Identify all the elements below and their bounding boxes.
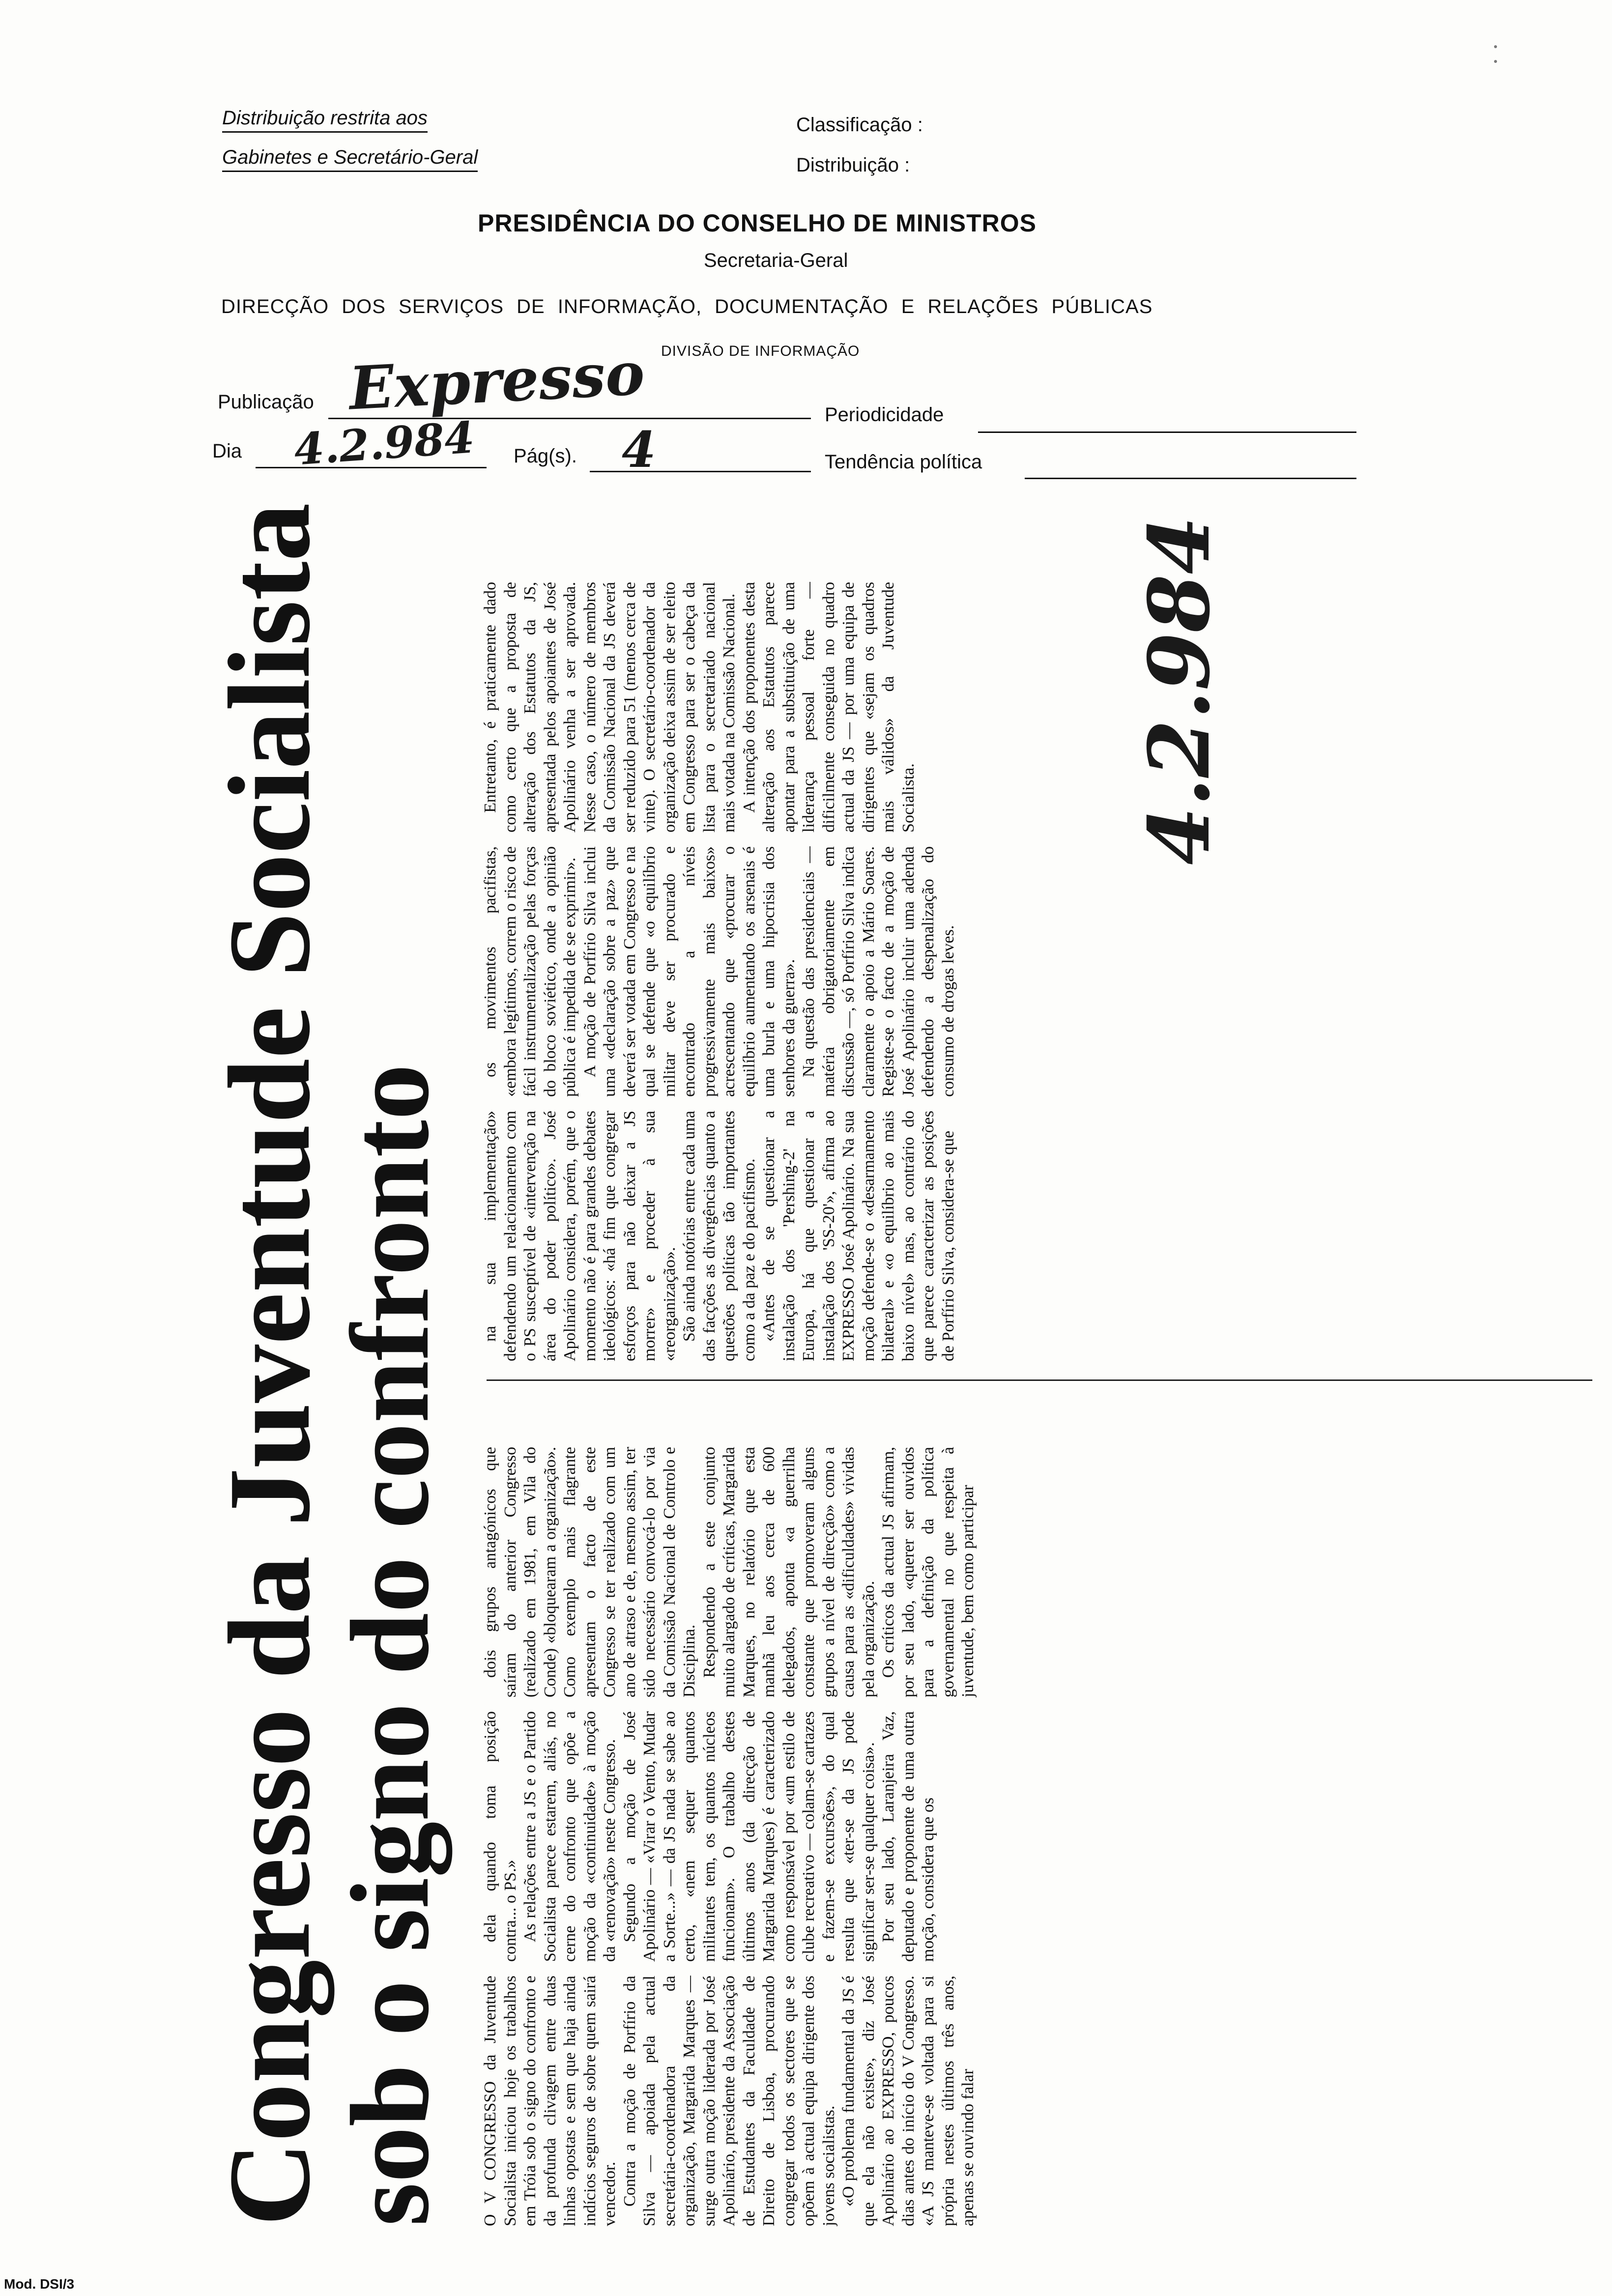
distribution-line-2: Gabinetes e Secretário-Geral	[222, 146, 478, 172]
publication-label: Publicação	[218, 391, 314, 413]
tendency-label: Tendência política	[825, 451, 982, 473]
scan-speck	[1494, 45, 1497, 48]
article-paragraph: dois grupos antagónicos que saíram do anterior Congresso (realizado em 1981, em Vila do Conde) «bloquearam a organização». Como exemplo mais flagrante apresentam o facto de este Congresso se ter realizado com um ano de atraso e de, mesmo assim, ter sido necessário convocá-lo por via da Comissão Nacional de Controlo e Disciplina.	[481, 1447, 698, 1697]
article-column	[481, 1111, 1611, 1361]
article-paragraph: Os críticos da actual JS afirmam, por seu lado, «querer ser ouvidos para a definição da política governamental no que respeita à juventude, bem como participar	[879, 1447, 977, 1697]
article-paragraph: Entretanto, é praticamente dado como certo que a proposta de alteração dos Estatutos da JS, apresentada pelos apoiantes de José Apolinário venha a ser aprovada. Nesse caso, o número de membros da Comissão Nacional da JS deverá ser reduzido para 51 (menos cerca de vinte). O secretário-coordenador da organização deixa assim de ser eleito em Congresso para ser o cabeça da lista para o secretariado nacional mais votada na Comissão Nacional.	[481, 582, 738, 832]
classification-label: Classificação :	[796, 114, 923, 136]
article-column	[481, 1976, 1611, 2226]
distribution-line-1: Distribuição restrita aos	[222, 107, 428, 133]
scan-speck	[1494, 60, 1497, 63]
article-paragraph: os movimentos pacifistas, «embora legítimos, correm o risco de fácil instrumentalização pelas forças do bloco soviético, onde a opinião pública é impedida de se exprimir».	[481, 846, 579, 1097]
institution-title: PRESIDÊNCIA DO CONSELHO DE MINISTROS	[478, 209, 1037, 237]
headline-line-1: Congresso da Juventude Socialista	[205, 503, 334, 2226]
article-paragraph: «Antes de se questionar a instalação dos 'Pershing-2' na Europa, há que questionar a instalação dos 'SS-20'», afirma ao EXPRESSO José Apolinário. Na sua moção defende-se o «desarmamento bilateral» e «o equilíbrio ao mais baixo nível» mas, ao contrário do que parece caracterizar as posições de Porfírio Silva, considera-se que	[760, 1111, 957, 1361]
article-paragraph: dela quando toma posição contra... o PS.»	[481, 1711, 519, 1962]
publication-handwritten: Expresso	[347, 339, 646, 424]
handwritten-margin-date: 4.2.984	[1130, 516, 1229, 865]
column-rule	[487, 1379, 1592, 1381]
article-column	[481, 1447, 1611, 1697]
periodicity-field-line	[978, 431, 1356, 433]
day-label: Dia	[212, 440, 242, 462]
day-handwritten: 4.2.984	[292, 411, 476, 475]
article-paragraph: Respondendo a este conjunto muito alargado de críticas, Margarida Marques, no relatório que esta manhã leu aos cerca de 600 delegados, aponta «a guerrilha constante que promoveram alguns grupos a nível de direcção» como a causa para as «dificuldades» vividas pela organização.	[700, 1447, 878, 1697]
article-column	[481, 846, 1611, 1097]
tendency-field-line	[1025, 478, 1356, 479]
article-paragraph: Contra a moção de Porfírio da Silva — apoiada pela actual secretária-coordenadora da organização, Margarida Marques — surge outra moção liderada por José Apolinário, presidente da Associação de Estudantes da Faculdade de Direito de Lisboa, procurando congregar todos os sectores que se opõem à actual equipa dirigente dos jovens socialistas.	[620, 1976, 838, 2226]
article-paragraph: Na questão das presidenciais — matéria obrigatoriamente em discussão —, só Porfírio Silva indica claramente o apoio a Mário Soares. Registe-se o facto de a moção de José Apolinário incluir uma adenda defendendo a despenalização do consumo de drogas leves.	[800, 846, 957, 1097]
pages-label: Pág(s).	[514, 445, 577, 467]
article-paragraph: As relações entre a JS e o Partido Socialista parece estarem, aliás, no cerne do confronto que opõe a moção da «continuidade» à moção da «renovação» neste Congresso.	[521, 1711, 619, 1962]
article-paragraph: O V CONGRESSO da Juventude Socialista iniciou hoje os trabalhos em Tróia sob o signo do confronto e da profunda clivagem entre duas linhas opostas e sem que haja ainda indícios seguros de sobre quem sairá vencedor.	[481, 1976, 619, 2226]
article-paragraph: Por seu lado, Laranjeira Vaz, deputado e proponente de uma outra moção, considera que os	[879, 1711, 937, 1962]
secretariat-subtitle: Secretaria-Geral	[704, 250, 848, 271]
article-column	[481, 582, 1611, 832]
headline-line-2: sob o signo do confronto	[328, 1064, 452, 2226]
article-column	[481, 1711, 1611, 1962]
division-line: DIVISÃO DE INFORMAÇÃO	[661, 343, 860, 359]
distribution-label: Distribuição :	[796, 154, 910, 176]
pages-handwritten: 4	[622, 421, 656, 479]
article-paragraph: «O problema fundamental da JS é que ela não existe», diz José Apolinário ao EXPRESSO, poucos dias antes do início do V Congresso. «A JS manteve-se voltada para si própria nestes últimos três anos, apenas se ouvindo falar	[839, 1976, 977, 2226]
newspaper-clipping	[205, 503, 1612, 2226]
article-paragraph: na sua implementação» defendendo um relacionamento com o PS susceptível de «intervenção na área do poder político». José Apolinário considera, porém, que o momento não é para grandes debates ideológicos: «há fim que congregar esforços para não deixar a JS morrer» e proceder à sua «reorganização».	[481, 1111, 679, 1361]
article-paragraph: A moção de Porfírio Silva inclui uma «declaração sobre a paz» que deverá ser votada em Congresso e na qual se defende que «o equilíbrio militar deve ser procurado e encontrado a níveis progressivamente mais baixos» acrescentando que «procurar o equilíbrio aumentando os arsenais é uma burla e uma hipocrisia dos senhores da guerra».	[580, 846, 798, 1097]
form-code-stamp: Mod. DSI/3	[4, 2276, 75, 2292]
article-paragraph: A intenção dos proponentes desta alteração aos Estatutos parece apontar para a substituição de uma liderança pessoal forte — dificilmente conseguida no quadro actual da JS — por uma equipa de dirigentes que «sejam os quadros mais válidos» da Juventude Socialista.	[740, 582, 918, 832]
periodicity-label: Periodicidade	[825, 404, 944, 426]
directorate-line: DIRECÇÃO DOS SERVIÇOS DE INFORMAÇÃO, DOCUMENTAÇÃO E RELAÇÕES PÚBLICAS	[221, 296, 1153, 317]
article-paragraph: Segundo a moção de José Apolinário — «Virar o Vento, Mudar a Sorte...» — da JS nada se sabe ao certo, «nem sequer quantos militantes tem, os quantos núcleos funcionam». O trabalho destes últimos anos (da direcção de Margarida Marques) é caracterizado como responsável por «um estilo de clube recreativo — colam-se cartazes e fazem-se excursões», do qual resulta que «ter-se da JS pode significar ser-se qualquer coisa».	[620, 1711, 878, 1962]
article-paragraph: São ainda notórias entre cada uma das facções as divergências quanto a questões políticas tão importantes como a da paz e do pacifismo.	[680, 1111, 758, 1361]
